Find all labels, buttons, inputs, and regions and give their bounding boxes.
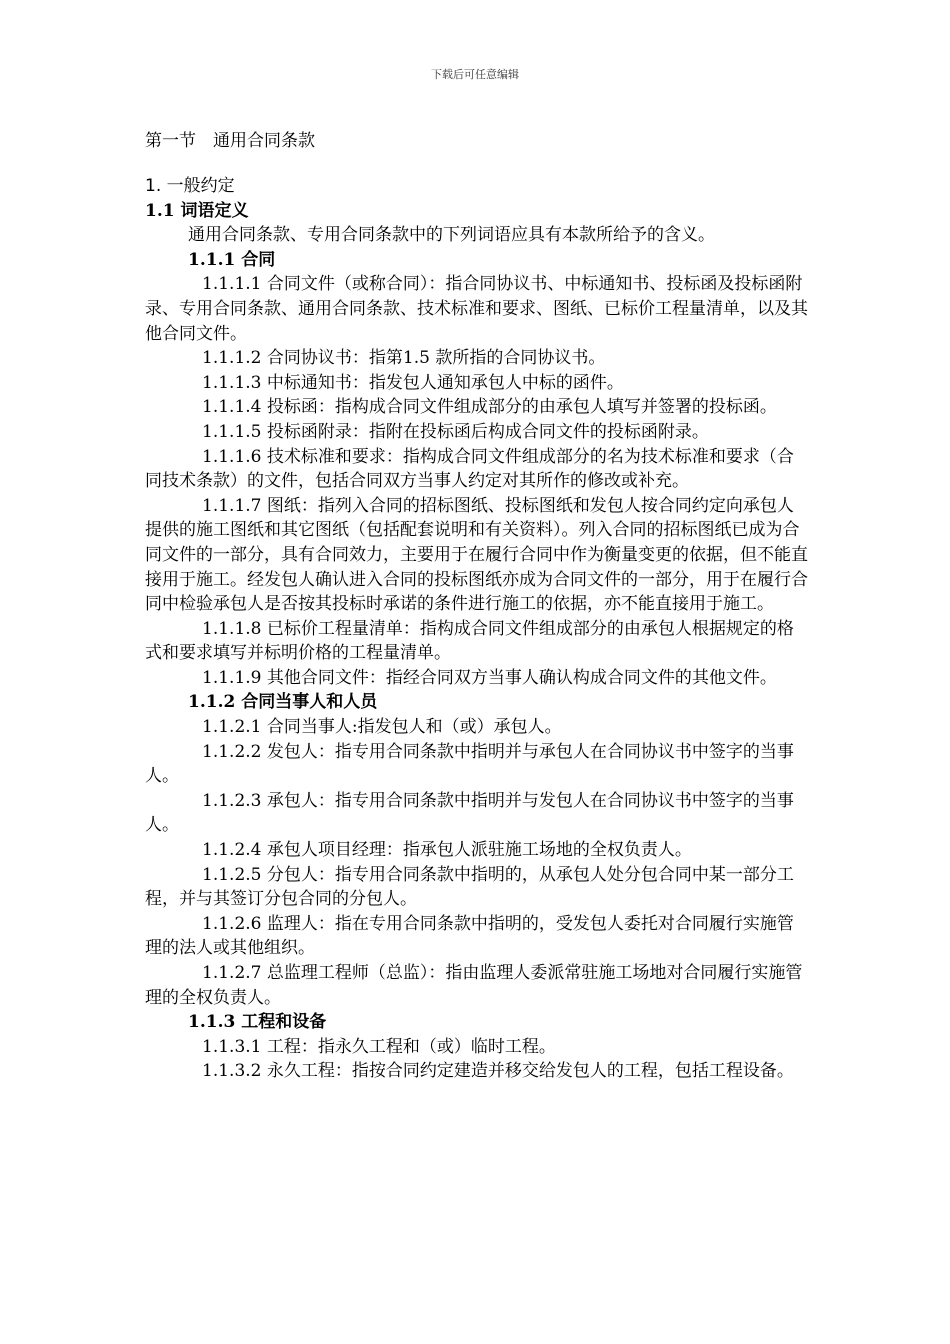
clause-1-1-2-4: 1.1.2.4 承包人项目经理：指承包人派驻施工场地的全权负责人。 — [202, 840, 692, 861]
document-body — [145, 174, 810, 1084]
section-title: 第一节 通用合同条款 — [145, 131, 315, 151]
clause-1-1-1-5: 1.1.1.5 投标函附录：指附在投标函后构成合同文件的投标函附录。 — [202, 421, 709, 442]
heading-1-1: 1.1 词语定义 — [145, 200, 249, 221]
clause-1-1-2-7: 1.1.2.7 总监理工程师（总监）：指由监理人委派常驻施工场地对合同履行实施管理的全权负责人。 — [145, 963, 803, 1008]
clause-1-1-1-7: 1.1.1.7 图纸：指列入合同的招标图纸、投标图纸和发包人按合同约定向承包人提供的施工图纸和其它图纸（包括配套说明和有关资料）。列入合同的招标图纸已成为合同文件的一部分，具有合同效力，主要用于在履行合同中作为衡量变更的依据，但不能直接用于施工。经发包人确认进入合同的投标图纸亦成为合同文件的一部分，用于在履行合同中检验承包人是否按其投标时承诺的条件进行施工的依据，亦不能直接用于施工。 — [145, 495, 808, 615]
clause-1-1-2-6: 1.1.2.6 监理人：指在专用合同条款中指明的，受发包人委托对合同履行实施管理的法人或其他组织。 — [145, 913, 794, 959]
clause-1-1-2-3: 1.1.2.3 承包人：指专用合同条款中指明并与发包人在合同协议书中签字的当事人。 — [145, 790, 794, 836]
clause-1-1-3-2: 1.1.3.2 永久工程：指按合同约定建造并移交给发包人的工程，包括工程设备。 — [202, 1061, 794, 1082]
intro-paragraph: 通用合同条款、专用合同条款中的下列词语应具有本款所给予的含义。 — [188, 225, 715, 246]
clause-1-1-2-1: 1.1.2.1 合同当事人:指发包人和（或）承包人。 — [202, 717, 562, 738]
clause-1-1-1-6: 1.1.1.6 技术标准和要求：指构成合同文件组成部分的名为技术标准和要求（合同技术条款）的文件，包括合同双方当事人约定对其所作的修改或补充。 — [145, 446, 794, 492]
clause-1-1-2-2: 1.1.2.2 发包人：指专用合同条款中指明并与承包人在合同协议书中签字的当事人。 — [145, 741, 794, 787]
heading-1-1-3: 1.1.3 工程和设备 — [188, 1012, 327, 1033]
clause-1-1-2-5: 1.1.2.5 分包人：指专用合同条款中指明的，从承包人处分包合同中某一部分工程，并与其签订分包合同的分包人。 — [145, 864, 794, 910]
clause-1-1-1-3: 1.1.1.3 中标通知书：指发包人通知承包人中标的函件。 — [202, 372, 624, 393]
clause-1-1-1-4: 1.1.1.4 投标函：指构成合同文件组成部分的由承包人填写并签署的投标函。 — [202, 397, 777, 418]
heading-1-1-2: 1.1.2 合同当事人和人员 — [188, 692, 378, 713]
clause-1-1-1-1: 1.1.1.1 合同文件（或称合同）：指合同协议书、中标通知书、投标函及投标函附录、专用合同条款、通用合同条款、技术标准和要求、图纸、已标价工程量清单，以及其他合同文件。 — [145, 274, 808, 344]
clause-1-1-3-1: 1.1.3.1 工程：指永久工程和（或）临时工程。 — [202, 1036, 556, 1057]
clause-1-1-1-9: 1.1.1.9 其他合同文件：指经合同双方当事人确认构成合同文件的其他文件。 — [202, 667, 777, 688]
heading-1-1-1: 1.1.1 合同 — [188, 249, 276, 270]
heading-1: 1. 一般约定 — [145, 176, 235, 196]
clause-1-1-1-8: 1.1.1.8 已标价工程量清单：指构成合同文件组成部分的由承包人根据规定的格式和要求填写并标明价格的工程量清单。 — [145, 618, 794, 664]
header-watermark: 下载后可任意编辑 — [431, 68, 519, 81]
clause-1-1-1-2: 1.1.1.2 合同协议书：指第1.5 款所指的合同协议书。 — [202, 348, 606, 369]
